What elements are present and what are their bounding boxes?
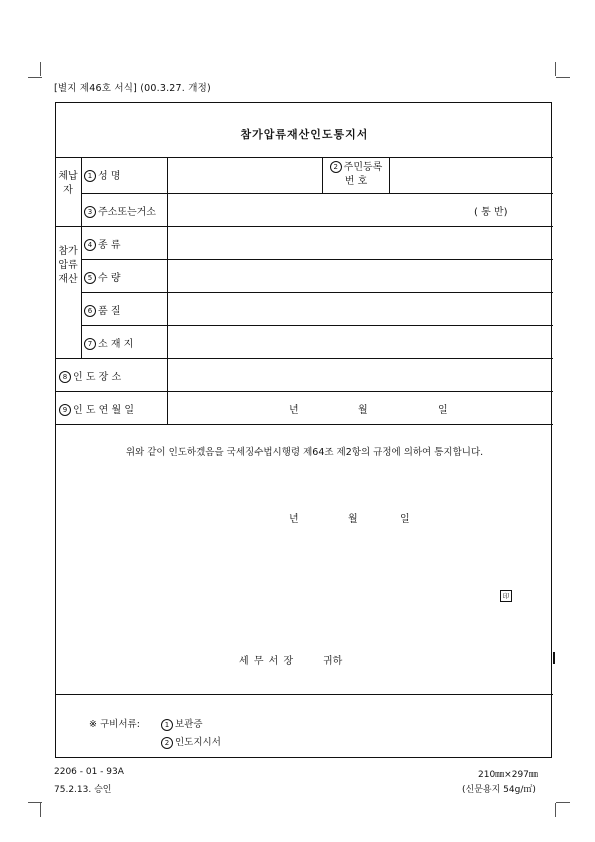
id-label-row — [325, 161, 387, 189]
number-circle: 5 — [84, 272, 96, 284]
date-year: 년 — [289, 514, 299, 525]
quantity-label: 수 량 — [98, 273, 121, 284]
name-label: 성 명 — [98, 171, 121, 182]
form-title: 참가압류재산인도통지서 — [240, 128, 369, 141]
attachment-item — [161, 716, 203, 731]
delivery-date-label: 인 도 연 월 일 — [73, 405, 135, 416]
row-line — [56, 424, 553, 425]
delivery-month: 월 — [358, 405, 368, 416]
delivery-place-label: 인 도 장 소 — [73, 372, 122, 383]
row-line — [81, 325, 553, 326]
property-row-location — [84, 335, 133, 350]
name-label-row — [84, 167, 164, 182]
taxpayer-group-label: 체납자 — [58, 171, 78, 196]
property-row-kind — [84, 236, 121, 251]
col-line — [81, 157, 82, 358]
approval-date: 75.2.13. 승인 — [54, 785, 112, 795]
row-line — [81, 292, 553, 293]
paper-type: (신문용지 54g/㎡) — [462, 785, 536, 795]
id-label-2: 번 호 — [344, 176, 368, 187]
delivery-day: 일 — [438, 405, 448, 416]
id-label-1: 주민등록 — [343, 162, 383, 173]
number-circle: 2 — [330, 161, 342, 173]
number-circle: 6 — [84, 305, 96, 317]
crop-mark-bl-h — [28, 802, 42, 803]
property-group-label: 참가압류재산 — [58, 246, 78, 285]
tax-office-label: 세 무 서 장 — [239, 656, 295, 667]
kind-label: 종 류 — [98, 240, 121, 251]
number-circle: 8 — [59, 371, 71, 383]
number-circle: 1 — [84, 170, 96, 182]
attachment-text: 보관증 — [175, 719, 203, 730]
row-line — [56, 694, 553, 695]
crop-mark-tr — [555, 62, 556, 76]
crop-mark-br — [555, 803, 556, 817]
honorific-label: 귀하 — [323, 656, 343, 667]
col-line — [167, 157, 168, 424]
row-line — [56, 358, 553, 359]
address-suffix: ( 통 반) — [474, 207, 508, 218]
row-line — [56, 226, 553, 227]
number-circle: 2 — [161, 737, 173, 749]
crop-mark-tl-h — [28, 77, 42, 78]
form-header: [별지 제46호 서식] (00.3.27. 개정) — [54, 83, 211, 94]
address-label-row — [84, 203, 156, 218]
property-row-quantity — [84, 269, 121, 284]
delivery-place-row — [59, 368, 121, 383]
delivery-date-row — [59, 401, 134, 416]
row-line — [81, 193, 553, 194]
col-line — [322, 157, 323, 193]
col-line — [389, 157, 390, 193]
crop-mark-br-h — [556, 802, 570, 803]
row-line — [56, 391, 553, 392]
number-circle: 7 — [84, 338, 96, 350]
notice-text: 위와 같이 인도하겠음을 국세징수법시행령 제64조 제2항의 규정에 의하여 통지합니다. — [125, 447, 484, 458]
attachment-text: 인도지시서 — [175, 737, 221, 748]
date-day: 일 — [400, 514, 410, 525]
row-line — [56, 157, 553, 158]
number-circle: 9 — [59, 404, 71, 416]
crop-mark-tl — [40, 62, 41, 76]
row-line — [81, 259, 553, 260]
number-circle: 3 — [84, 206, 96, 218]
number-circle: 1 — [161, 719, 173, 731]
delivery-year: 년 — [289, 405, 299, 416]
date-month: 월 — [348, 514, 358, 525]
property-row-quality — [84, 302, 121, 317]
crop-mark-tr-h — [556, 77, 570, 78]
quality-label: 품 질 — [98, 306, 121, 317]
paper-size: 210㎜×297㎜ — [478, 770, 538, 780]
number-circle: 4 — [84, 239, 96, 251]
notice-form — [55, 102, 552, 758]
attachments-label: ※ 구비서류: — [89, 719, 140, 730]
attachment-item — [161, 734, 221, 749]
address-label: 주소또는거소 — [98, 207, 156, 218]
location-label: 소 재 지 — [98, 339, 134, 350]
crop-mark-bl — [40, 803, 41, 817]
seal-mark: 印 — [500, 590, 512, 602]
side-mark — [553, 652, 555, 664]
form-code: 2206 - 01 - 93A — [54, 767, 124, 777]
